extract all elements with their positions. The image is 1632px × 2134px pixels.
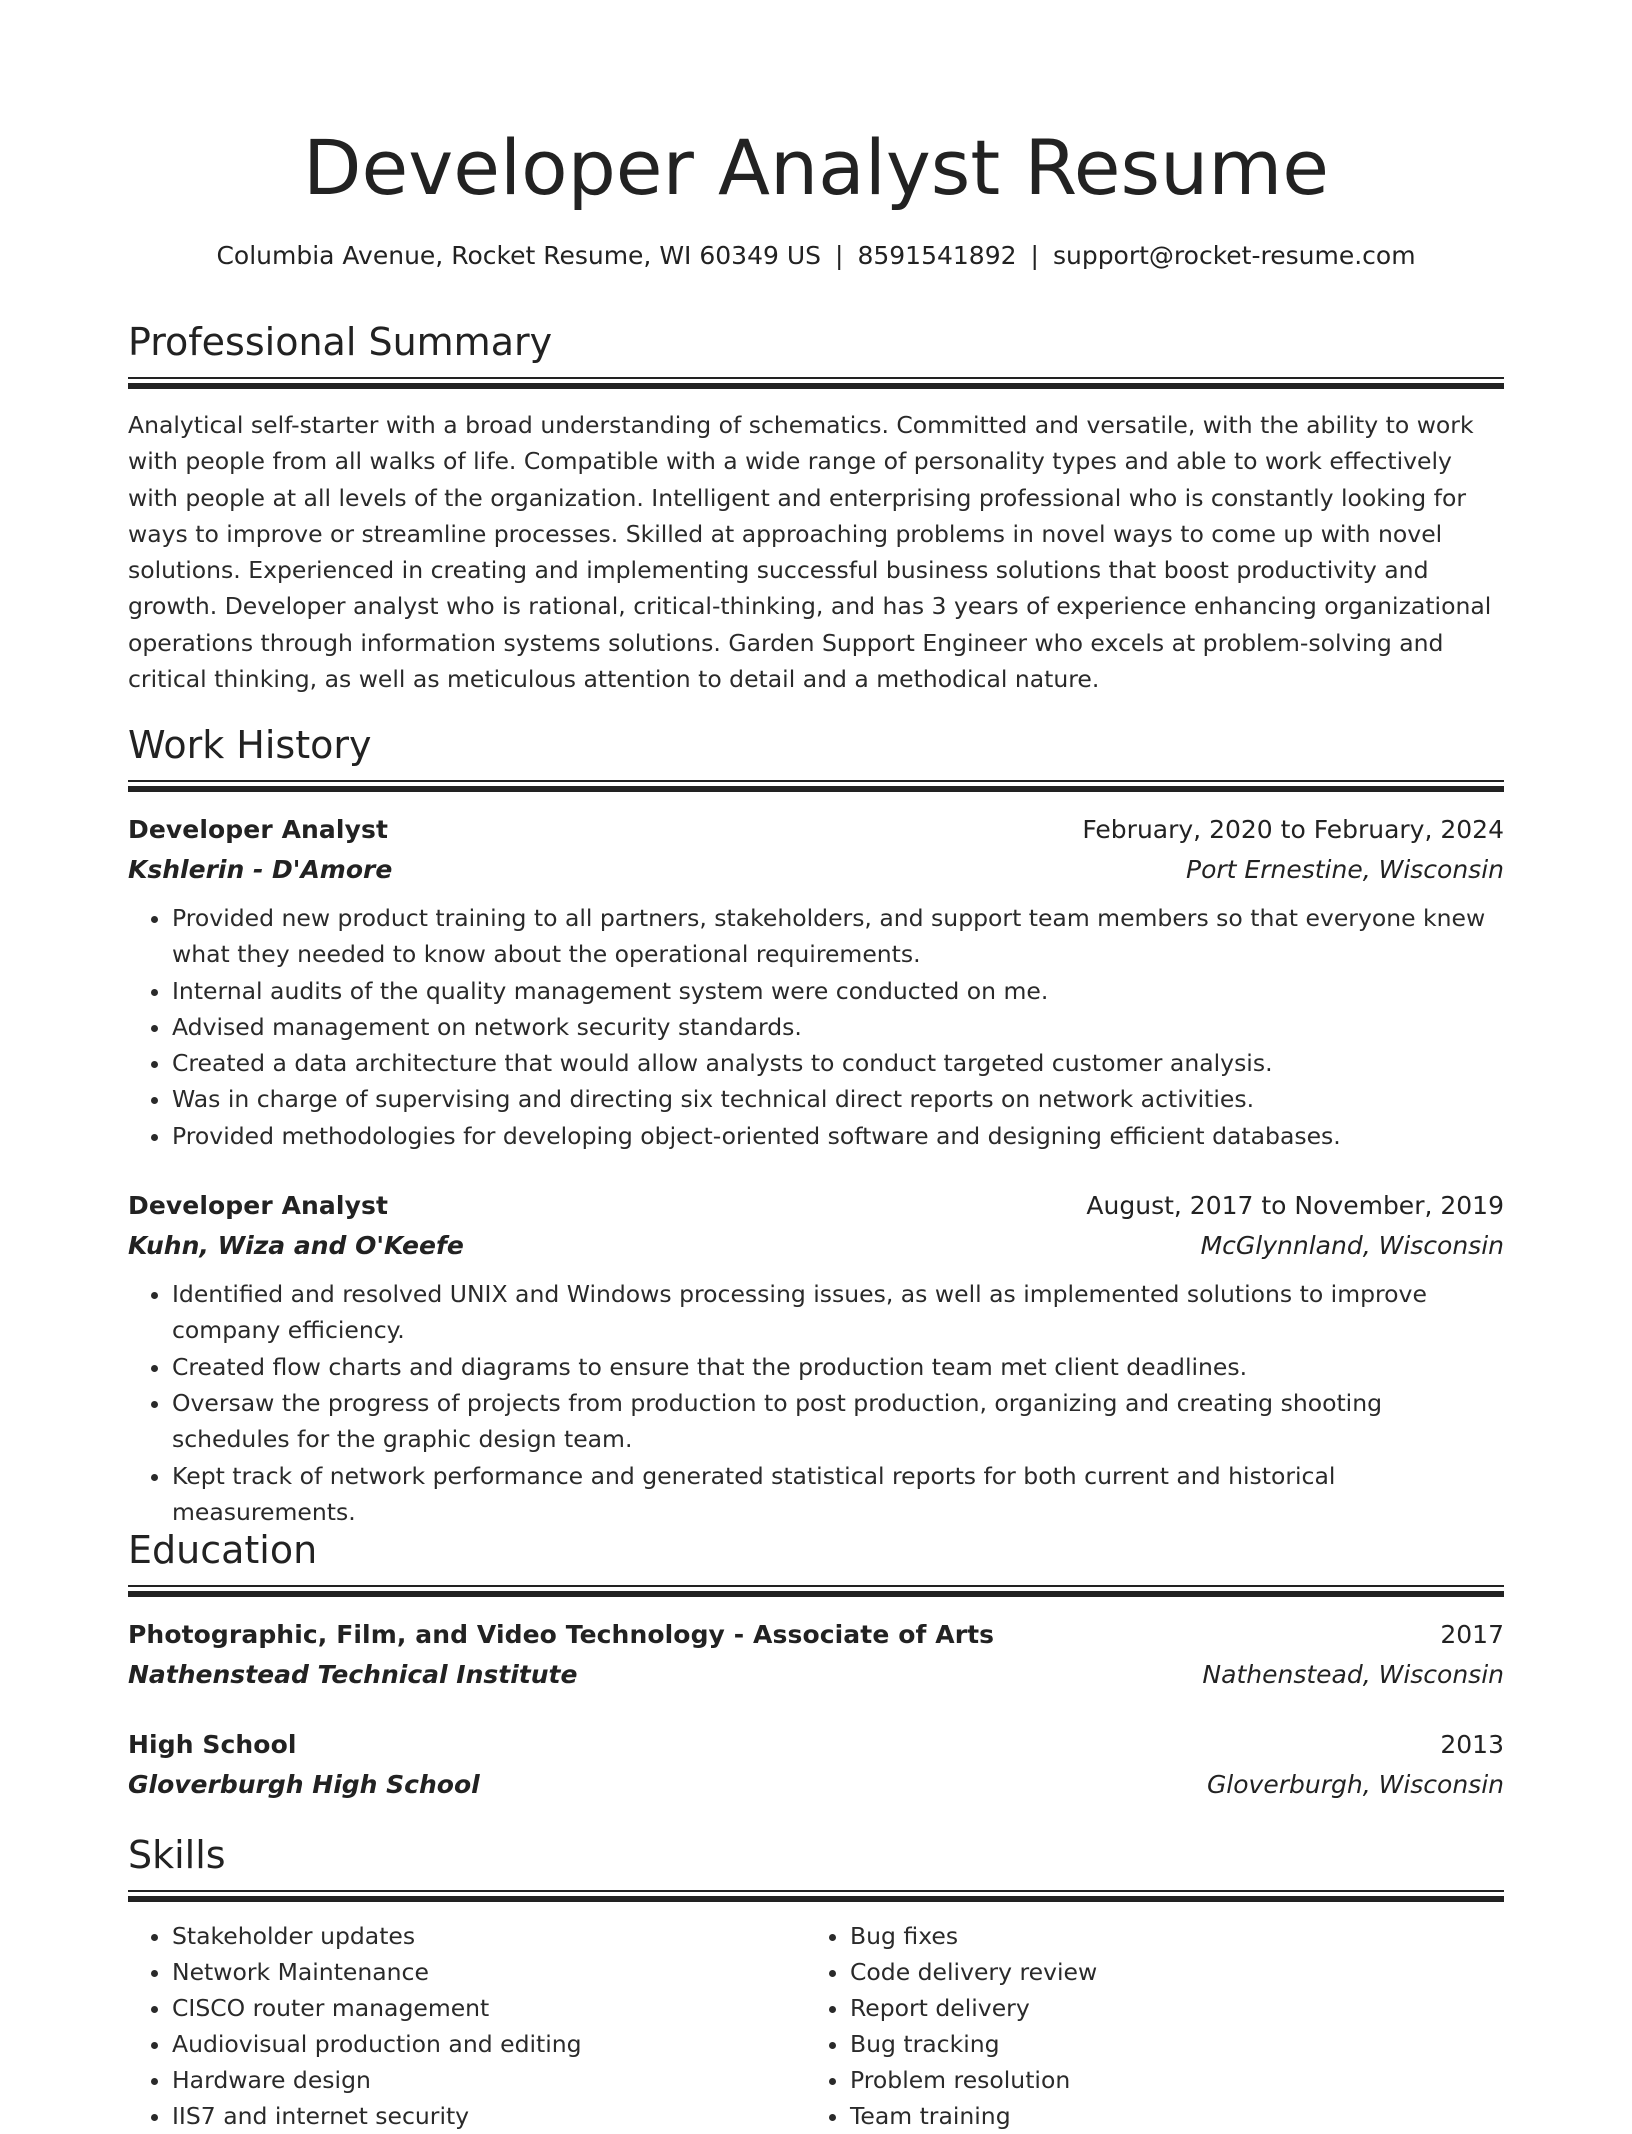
skill-item: • Network Maintenance: [172, 1954, 806, 1990]
contact-separator: |: [835, 241, 844, 270]
skill-item: • Audiovisual production and editing: [172, 2026, 806, 2062]
company-name: Kuhn, Wiza and O'Keefe: [128, 1231, 464, 1261]
job-location: Port Ernestine, Wisconsin: [1186, 855, 1504, 884]
section-divider: [128, 1890, 1504, 1902]
school-name: Gloverburgh High School: [128, 1770, 480, 1799]
contact-separator: |: [1030, 241, 1039, 270]
skills-list: [128, 1918, 1504, 2134]
job-bullet: • Kept track of network performance and generated statistical reports for both current and historical measurements.: [172, 1458, 1504, 1531]
job-title: Developer Analyst: [128, 1191, 389, 1221]
degree-name: Photographic, Film, and Video Technology - Associate of Arts: [128, 1620, 995, 1649]
job-bullet: • Provided methodologies for developing object-oriented software and designing efficient databases.: [172, 1118, 1504, 1154]
job-bullet: • Advised management on network security standards.: [172, 1009, 1504, 1045]
job-title: Developer Analyst: [128, 815, 389, 844]
skill-item: • Stakeholder updates: [172, 1918, 806, 1954]
resume-page: [128, 0, 1504, 2130]
skill-item: • Team training: [850, 2098, 1484, 2134]
job-location: McGlynnland, Wisconsin: [1200, 1231, 1504, 1261]
job-bullet: • Created a data architecture that would allow analysts to conduct targeted customer analysis.: [172, 1045, 1504, 1081]
education-section: [128, 1525, 1504, 1805]
resume-title: Developer Analyst Resume: [302, 123, 1330, 212]
skills-column-right: [806, 1918, 1484, 2134]
contact-address: Columbia Avenue, Rocket Resume, WI 60349 US: [216, 241, 822, 270]
skill-item: • IIS7 and internet security: [172, 2098, 806, 2134]
degree-name: High School: [128, 1730, 297, 1759]
skill-item: • Hardware design: [172, 2062, 806, 2098]
contact-email: support@rocket-resume.com: [1052, 241, 1416, 270]
company-name: Kshlerin - D'Amore: [128, 855, 393, 884]
job-entry: [128, 810, 1504, 1154]
job-bullet: • Was in charge of supervising and directing six technical direct reports on network activities.: [172, 1081, 1504, 1117]
job-bullets: [128, 1276, 1504, 1530]
skill-item: • Report delivery: [850, 1990, 1484, 2026]
job-dates: February, 2020 to February, 2024: [1082, 815, 1504, 844]
job-dates: August, 2017 to November, 2019: [1086, 1191, 1504, 1221]
section-divider: [128, 377, 1504, 389]
skills-section: [128, 1830, 1504, 2134]
education-entry: [128, 1725, 1504, 1805]
skills-column-left: [128, 1918, 806, 2134]
contact-line: [128, 238, 1504, 274]
skills-heading: Skills: [128, 1833, 226, 1877]
summary-text: Analytical self-starter with a broad understanding of schematics. Committed and versatile, with the ability to work with people from all walks of life. Compatible with a wide range of personality types and able to work effectively with people at all levels of the organization. Intelligent and enterprising professional who is constantly looking for ways to improve or streamline processes. Skilled at approaching problems in novel ways to come up with novel solutions. Experienced in creating and implementing successful business solutions that boost productivity and growth. Developer analyst who is rational, critical-thinking, and has 3 years of experience enhancing organizational operations through information systems solutions. Garden Support Engineer who excels at problem-solving and critical thinking, as well as meticulous attention to detail and a methodical nature.: [128, 411, 1492, 694]
school-name: Nathenstead Technical Institute: [128, 1660, 578, 1689]
job-bullet: • Provided new product training to all partners, stakeholders, and support team members so that everyone knew what they needed to know about the operational requirements.: [172, 900, 1504, 973]
summary-heading: Professional Summary: [128, 320, 553, 364]
education-entry: [128, 1615, 1504, 1695]
education-heading: Education: [128, 1528, 318, 1572]
skill-item: • Bug fixes: [850, 1918, 1484, 1954]
job-entry: [128, 1186, 1504, 1530]
job-bullet: • Created flow charts and diagrams to ensure that the production team met client deadlines.: [172, 1349, 1504, 1385]
graduation-year: 2017: [1440, 1620, 1504, 1649]
work-history-section: [128, 720, 1504, 1530]
skill-item: • CISCO router management: [172, 1990, 806, 2026]
work-history-heading: Work History: [128, 723, 372, 767]
section-divider: [128, 1585, 1504, 1597]
section-divider: [128, 780, 1504, 792]
graduation-year: 2013: [1440, 1730, 1504, 1759]
job-bullet: • Identified and resolved UNIX and Windows processing issues, as well as implemented solutions to improve company efficiency.: [172, 1276, 1504, 1349]
summary-section: [128, 317, 1504, 697]
job-bullet: • Internal audits of the quality management system were conducted on me.: [172, 973, 1504, 1009]
school-location: Gloverburgh, Wisconsin: [1206, 1770, 1504, 1799]
school-location: Nathenstead, Wisconsin: [1202, 1660, 1504, 1689]
contact-phone: 8591541892: [857, 241, 1017, 270]
job-bullets: [128, 900, 1504, 1154]
skill-item: • Bug tracking: [850, 2026, 1484, 2062]
skill-item: • Code delivery review: [850, 1954, 1484, 1990]
job-bullet: • Oversaw the progress of projects from production to post production, organizing and creating shooting schedules for the graphic design team.: [172, 1385, 1504, 1458]
skill-item: • Problem resolution: [850, 2062, 1484, 2098]
